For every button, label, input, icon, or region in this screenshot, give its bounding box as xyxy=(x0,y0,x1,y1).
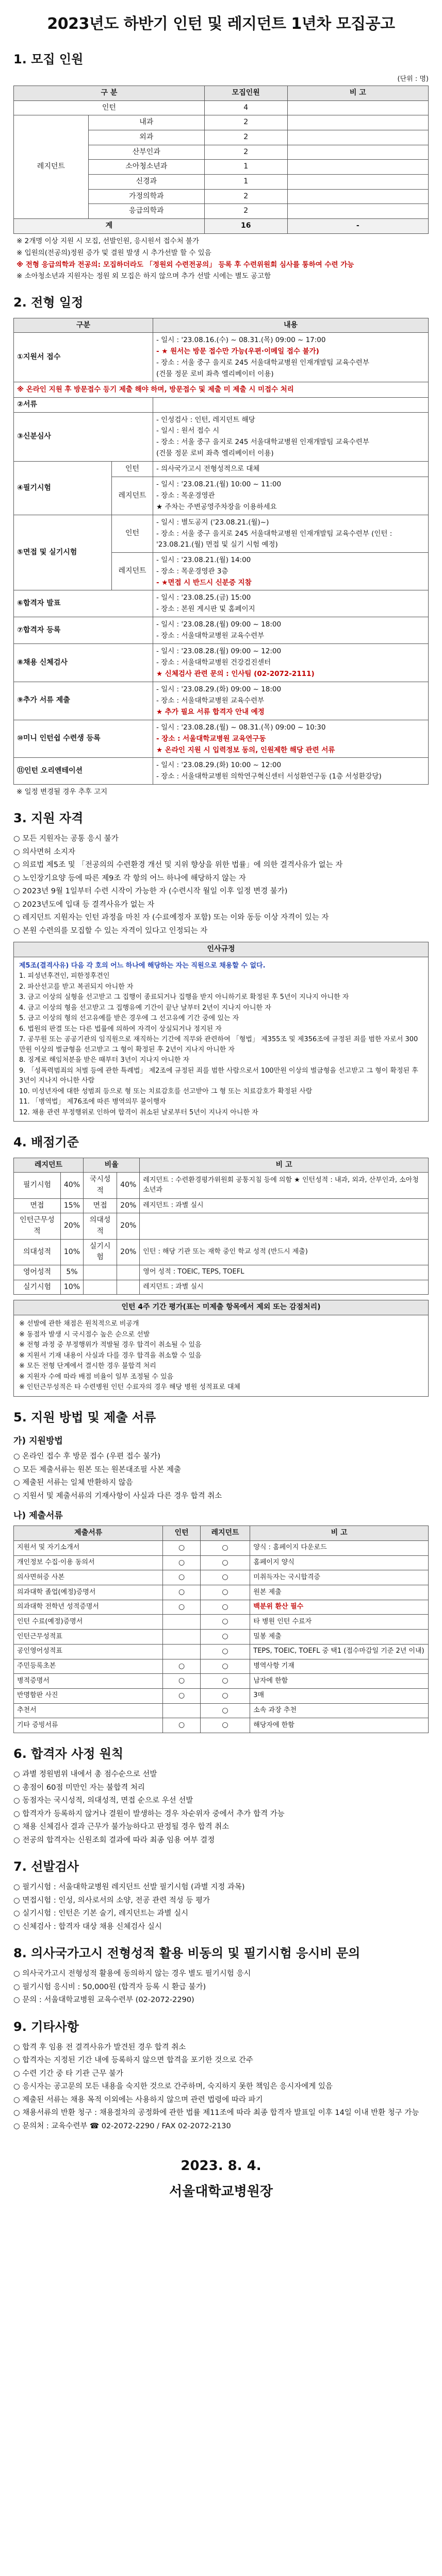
schedule-stage: ②서류 xyxy=(14,397,153,412)
doc-note: 남자에 한함 xyxy=(250,1674,429,1689)
list-item: ○ 문의처 : 교육수련부 ☎ 02-2072-2290 / FAX 02-2072-2130 xyxy=(13,2122,231,2130)
recruit-header-count: 모집인원 xyxy=(204,86,287,100)
doc-name: 주민등록초본 xyxy=(14,1659,163,1674)
regulation-line: 8. 징계로 해임처분을 받은 때부터 3년이 지나지 아니한 자 xyxy=(19,1056,190,1064)
schedule-line: - 의사국가고시 전형성적으로 대체 xyxy=(156,465,260,473)
recruit-dept: 가정의학과 xyxy=(88,189,204,204)
unit-label: (단위 : 명) xyxy=(397,75,429,83)
scoring-cell: 영어성적 xyxy=(14,1265,61,1280)
apply-method-heading: 가) 지원방법 xyxy=(13,1435,63,1446)
scoring-notes xyxy=(14,1315,428,1396)
list-item: ○ 합격자는 지정된 기간 내에 등록하지 않으면 합격을 포기한 것으로 간주 xyxy=(13,2056,253,2065)
recruit-dept: 산부인과 xyxy=(88,145,204,160)
doc-name: 추천서 xyxy=(14,1703,163,1718)
recruit-intern-note xyxy=(287,100,428,115)
recruit-note xyxy=(287,145,428,160)
doc-resident: ○ xyxy=(200,1541,250,1556)
recruit-intern-count: 4 xyxy=(204,100,287,115)
list-item: ○ 합격 후 임용 전 결격사유가 발견된 경우 합격 취소 xyxy=(13,2043,186,2052)
list-item: ○ 과별 정원범위 내에서 총 점수순으로 선발 xyxy=(13,1770,157,1779)
scoring-note: 인턴 : 해당 기관 또는 재학 중인 학교 성적 (반드시 제출) xyxy=(140,1239,429,1265)
recruit-total-label: 계 xyxy=(14,219,205,234)
regulation-line: 2. 파산선고를 받고 복권되지 아니한 자 xyxy=(19,982,134,991)
recruit-notes xyxy=(17,236,429,282)
apply-docs-heading: 나) 제출서류 xyxy=(13,1511,63,1521)
schedule-line: ★ 온라인 지원 시 입력정보 동의, 인원제한 해당 관련 서류 xyxy=(156,745,335,754)
schedule-line: ★ 주차는 주변공영주차장을 이용하세요 xyxy=(156,503,277,512)
table-row xyxy=(14,1688,429,1703)
list-item: ○ 채용 신체검사 결과 근무가 불가능하다고 판정될 경우 합격 취소 xyxy=(13,1823,230,1832)
doc-resident: ○ xyxy=(200,1688,250,1703)
schedule-line: (건물 정문 로비 좌측 엘리베이터 이용) xyxy=(156,370,274,379)
list-item: ○ 지원서 및 제출서류의 기재사항이 사실과 다른 경우 합격 취소 xyxy=(13,1492,222,1500)
apply-method-list xyxy=(13,1451,429,1502)
schedule-table xyxy=(13,318,429,785)
table-row xyxy=(14,1630,429,1645)
recruit-note xyxy=(287,160,428,175)
exam-list xyxy=(13,1882,429,1933)
regulation-line: 제5조(결격사유) 다음 각 호의 어느 하나에 해당하는 자는 직원으로 채용할 수 없다. xyxy=(19,961,266,970)
scoring-cell: 실기시험 xyxy=(14,1280,61,1295)
list-item: ○ 실기시험 : 인턴은 기본 술기, 레지던트는 과별 실시 xyxy=(13,1909,189,1918)
schedule-line: - 일시 : '23.08.21.(월) 10:00 ~ 11:00 xyxy=(156,480,282,489)
schedule-stage: ③신분심사 xyxy=(14,412,153,462)
schedule-stage: ⑨추가 서류 제출 xyxy=(14,682,153,720)
recruit-total-note: - xyxy=(287,219,428,234)
doc-intern: ○ xyxy=(163,1600,200,1615)
schedule-line: - 일시 : '23.08.29.(화) 10:00 ~ 12:00 xyxy=(156,761,282,770)
hr-regulation-box xyxy=(13,942,429,1122)
section-heading-scoring: 4. 배점기준 xyxy=(13,1135,79,1150)
doc-name: 병적증명서 xyxy=(14,1674,163,1689)
doc-name: 지원서 및 자기소개서 xyxy=(14,1541,163,1556)
table-row xyxy=(14,1541,429,1556)
scoring-caption: 인턴 4주 기간 평가(표는 미제출 항목에서 제외 또는 감점처리) xyxy=(14,1300,428,1315)
recruit-total-count: 16 xyxy=(204,219,287,234)
schedule-line: - 일시 : 별도공지 ('23.08.21.(월)~) xyxy=(156,518,269,527)
doc-resident: ○ xyxy=(200,1644,250,1659)
recruit-count: 1 xyxy=(204,174,287,189)
schedule-stage: ⑤면접 및 실기시험 xyxy=(14,515,112,590)
doc-note: 양식 : 홈페이지 다운로드 xyxy=(250,1541,429,1556)
list-item: ○ 본원 수련의를 모집할 수 있는 자격이 있다고 인정되는 자 xyxy=(13,926,208,935)
schedule-line: - ★면접 시 반드시 신분증 지참 xyxy=(156,578,252,587)
schedule-line: - 일시 : '23.08.28.(월) 09:00 ~ 18:00 xyxy=(156,620,282,629)
recruit-note-line: ※ 전형 응급의학과 전공의: 모집하더라도 「정원외 수련전공의」 등록 후 수련위원회 심사를 통하여 수련 가능 xyxy=(17,260,354,269)
schedule-stage: ⑥합격자 발표 xyxy=(14,590,153,617)
recruit-header-note: 비 고 xyxy=(287,86,428,100)
recruit-intern-label: 인턴 xyxy=(14,100,205,115)
recruit-count: 2 xyxy=(204,204,287,219)
scoring-header: 비율 xyxy=(84,1158,140,1173)
schedule-stage: ⑦합격자 등록 xyxy=(14,617,153,644)
table-row xyxy=(14,1585,429,1600)
list-item: ○ 의사국가고시 전형성적 활용에 동의하지 않는 경우 별도 필기시험 응시 xyxy=(13,1970,251,1978)
table-row xyxy=(14,1659,429,1674)
recruit-count: 2 xyxy=(204,115,287,130)
doc-intern: ○ xyxy=(163,1659,200,1674)
scoring-cell: 5% xyxy=(60,1265,83,1280)
schedule-content xyxy=(153,412,429,462)
schedule-line: - 인성검사 : 인턴, 레지던트 해당 xyxy=(156,415,255,424)
doc-intern: ○ xyxy=(163,1674,200,1689)
schedule-content xyxy=(153,397,429,412)
doc-intern xyxy=(163,1630,200,1645)
table-row xyxy=(14,1718,429,1733)
scoring-notes-box xyxy=(13,1300,429,1396)
hr-regulation-title: 인사규정 xyxy=(14,942,428,957)
table-row xyxy=(14,1555,429,1570)
scoring-note-line: ※ 모든 전형 단계에서 결시한 경우 불합격 처리 xyxy=(19,1362,156,1370)
recruit-note xyxy=(287,189,428,204)
list-item: ○ 필기시험 : 서울대학교병원 레지던트 선발 필기시험 (과별 지정 과목) xyxy=(13,1883,245,1892)
schedule-line: (건물 정문 로비 좌측 엘리베이터 이용) xyxy=(156,449,274,458)
schedule-stage: ⑪인턴 오리엔테이션 xyxy=(14,758,153,785)
doc-resident: ○ xyxy=(200,1570,250,1585)
list-item: ○ 모든 제출서류는 원본 또는 원본대조필 사본 제출 xyxy=(13,1465,182,1474)
doc-note: 원본 제출 xyxy=(250,1585,429,1600)
docs-header: 제출서류 xyxy=(14,1526,163,1541)
page-title: 2023년도 하반기 인턴 및 레지던트 1년차 모집공고 xyxy=(47,15,395,33)
section-heading-schedule: 2. 전형 일정 xyxy=(13,295,84,310)
schedule-line: - 일시 : '23.08.28.(월) ~ 08.31.(목) 09:00 ~ 10:30 xyxy=(156,723,326,732)
regulation-line: 9. 「성폭력범죄의 처벌 등에 관한 특례법」 제2조에 규정된 죄를 범한 사람으로서 100만원 이상의 벌금형을 선고받고 그 형이 확정된 후 3년이 지나지 아니한 사람 xyxy=(19,1066,418,1085)
doc-intern: ○ xyxy=(163,1688,200,1703)
schedule-sub-label: 인턴 xyxy=(112,462,153,477)
section-heading-national-exam: 8. 의사국가고시 전형성적 활용 비동의 및 필기시험 응시비 문의 xyxy=(13,1946,361,1961)
doc-name: 개인정보 수집·이용 동의서 xyxy=(14,1555,163,1570)
doc-resident: ○ xyxy=(200,1674,250,1689)
schedule-line: - 일시 : '23.08.25.(금) 15:00 xyxy=(156,594,251,602)
section-heading-apply: 5. 지원 방법 및 제출 서류 xyxy=(13,1410,156,1425)
schedule-line: ※ 온라인 지원 후 방문접수 등기 제출 해야 하며, 방문접수 및 제출 미 제출 시 미접수 처리 xyxy=(17,385,294,394)
scoring-note-line: ※ 인턴근무성적은 타 수련병원 인턴 수료자의 경우 해당 병원 성적표로 대체 xyxy=(19,1383,240,1392)
scoring-cell: 의대성적 xyxy=(14,1239,61,1265)
schedule-line: ★ 신체검사 관련 문의 : 인사팀 (02-2072-2111) xyxy=(156,670,315,678)
list-item: ○ 온라인 접수 후 방문 접수 (우편 접수 불가) xyxy=(13,1452,160,1461)
scoring-cell: 20% xyxy=(117,1239,140,1265)
recruit-note xyxy=(287,204,428,219)
list-item: ○ 모든 지원자는 공통 응시 불가 xyxy=(13,835,119,843)
regulation-line: 7. 공무원 또는 공공기관의 임직원으로 재직하는 기간에 직무와 관련하여 「형법」 제355조 및 제356조에 규정된 죄를 범한 자로서 300만원 이상의 벌금형을 선고받고 그 형이 확정된 후 2년이 지나지 아니한 자 xyxy=(19,1036,418,1054)
schedule-line: - 장소 : 서울대학교병원 의학연구혁신센터 서성환연구동 (1층 서성환강당) xyxy=(156,772,382,781)
recruit-dept: 신경과 xyxy=(88,174,204,189)
regulation-line: 12. 채용 관련 부정행위로 인하여 합격이 취소된 날로부터 5년이 지나지 아니한 자 xyxy=(19,1108,258,1116)
schedule-warning xyxy=(14,382,429,397)
scoring-note xyxy=(140,1213,429,1239)
doc-name: 의사면허증 사본 xyxy=(14,1570,163,1585)
scoring-note-line: ※ 지원서 기재 내용이 사실과 다를 경우 합격을 취소할 수 있음 xyxy=(19,1351,202,1360)
doc-intern: ○ xyxy=(163,1541,200,1556)
list-item: ○ 레지던트 지원자는 인턴 과정을 마친 자 (수료예정자 포함) 또는 이와 동등 이상 자격이 있는 자 xyxy=(13,913,329,922)
doc-note: 타 병원 인턴 수료자 xyxy=(250,1615,429,1630)
doc-note: TEPS, TOEIC, TOEFL 중 택1 (접수마감일 기준 2년 이내) xyxy=(250,1644,429,1659)
regulation-line: 1. 피성년후견인, 피한정후견인 xyxy=(19,972,110,980)
scoring-cell: 의대성적 xyxy=(84,1213,117,1239)
doc-note: 홈페이지 양식 xyxy=(250,1555,429,1570)
scoring-cell: 20% xyxy=(117,1198,140,1213)
schedule-stage: ①지원서 접수 xyxy=(14,333,153,382)
principles-list xyxy=(13,1769,429,1846)
docs-header: 비 고 xyxy=(250,1526,429,1541)
schedule-content xyxy=(153,720,429,758)
doc-note: 해당자에 한함 xyxy=(250,1718,429,1733)
recruit-count: 2 xyxy=(204,145,287,160)
issuer-name: 서울대학교병원장 xyxy=(169,2184,273,2200)
doc-intern: ○ xyxy=(163,1555,200,1570)
schedule-line: - 장소 : 서울대학교병원 교육연구동 xyxy=(156,734,266,743)
doc-intern: ○ xyxy=(163,1585,200,1600)
schedule-content xyxy=(153,758,429,785)
recruit-dept: 내과 xyxy=(88,115,204,130)
recruit-dept: 소아청소년과 xyxy=(88,160,204,175)
doc-intern xyxy=(163,1703,200,1718)
schedule-stage: ⑧채용 신체검사 xyxy=(14,644,153,682)
list-item: ○ 노인장기요양 등에 따른 제9조 각 항의 어느 하나에 해당하지 않는 자 xyxy=(13,874,246,883)
doc-intern: ○ xyxy=(163,1570,200,1585)
schedule-line: - 일시 : '23.08.21.(월) 14:00 xyxy=(156,555,251,564)
doc-name: 인턴근무성적표 xyxy=(14,1630,163,1645)
schedule-footnote: ※ 일정 변경될 경우 추후 고지 xyxy=(17,788,108,796)
recruit-resident-label: 레지던트 xyxy=(14,115,89,219)
doc-note: 소속 과장 추천 xyxy=(250,1703,429,1718)
list-item: ○ 2023년 9월 1일부터 수련 시작이 가능한 자 (수련시작 월일 이후 일정 변경 불가) xyxy=(13,887,288,896)
list-item: ○ 문의 : 서울대학교병원 교육수련부 (02-2072-2290) xyxy=(13,1996,194,2005)
doc-resident: ○ xyxy=(200,1615,250,1630)
list-item: ○ 제출된 서류는 채용 목적 이외에는 사용하지 않으며 관련 법령에 따라 파기 xyxy=(13,2095,263,2104)
scoring-cell: 10% xyxy=(60,1239,83,1265)
scoring-cell: 10% xyxy=(60,1280,83,1295)
scoring-note: 영어 성적 : TOEIC, TEPS, TOEFL xyxy=(140,1265,429,1280)
regulation-line: 4. 금고 이상의 형을 선고받고 그 집행유예 기간이 끝난 날부터 2년이 지나지 아니한 자 xyxy=(19,1004,271,1012)
recruit-note-line: ※ 2개명 이상 지원 시 모집, 선발인원, 응시원서 접수처 불가 xyxy=(17,236,200,245)
schedule-line: - 장소 : 목운경영관 3층 xyxy=(156,567,228,575)
table-row xyxy=(14,1570,429,1585)
doc-resident: ○ xyxy=(200,1630,250,1645)
recruit-note-line: ※ 소아청소년과 지원자는 정원 외 모집은 하지 않으며 추가 선발 시에는 별도 공고함 xyxy=(17,272,271,281)
scoring-table xyxy=(13,1158,429,1295)
section-heading-recruit: 1. 모집 인원 xyxy=(13,52,84,66)
scoring-note: 레지던트 : 과별 실시 xyxy=(140,1280,429,1295)
list-item: ○ 전공의 합격자는 신원조회 결과에 따라 최종 임용 여부 결정 xyxy=(13,1836,215,1844)
recruit-header-category: 구 분 xyxy=(14,86,205,100)
scoring-note: 레지던트 : 과별 실시 xyxy=(140,1198,429,1213)
list-item: ○ 필기시험 응시비 : 50,000원 (합격자 등록 시 환급 불가) xyxy=(13,1982,206,1991)
list-item: ○ 합격자가 등록하지 않거나 결원이 발생하는 경우 차순위자 중에서 추가 합격 가능 xyxy=(13,1809,285,1818)
table-row xyxy=(14,1703,429,1718)
section-heading-exam: 7. 선발검사 xyxy=(13,1859,79,1874)
scoring-note: 레지던트 : 수련환경평가위원회 공통지침 등에 의함 ★ 인턴성적 : 내과, 외과, 산부인과, 소아청소년과 xyxy=(140,1173,429,1198)
scoring-note-line: ※ 지원자 수에 따라 배점 비율이 일부 조정될 수 있음 xyxy=(19,1372,174,1381)
list-item: ○ 의사면허 소지자 xyxy=(13,848,75,856)
list-item: ○ 동점자는 국시성적, 의대성적, 면접 순으로 우선 선발 xyxy=(13,1797,193,1805)
doc-intern: ○ xyxy=(163,1718,200,1733)
schedule-header-stage: 구분 xyxy=(14,318,153,333)
list-item: ○ 제출된 서류는 일체 반환하지 않음 xyxy=(13,1479,133,1487)
table-row xyxy=(14,1615,429,1630)
regulation-line: 5. 금고 이상의 형의 선고유예를 받은 경우에 그 선고유예 기간 중에 있는 자 xyxy=(19,1014,239,1023)
list-item: ○ 면접시험 : 인성, 의사로서의 소양, 전공 관련 적성 등 평가 xyxy=(13,1896,210,1905)
schedule-line: - 장소 : 서울 중구 을지로 245 서울대학교병원 인재개발팀 교육수련부 xyxy=(156,359,369,367)
table-row xyxy=(14,1674,429,1689)
recruit-note-line: ※ 입원의(전공의)정원 증가 및 결원 발생 시 추가선발 할 수 있음 xyxy=(17,248,211,257)
schedule-line: - 일시 : '23.08.29.(화) 09:00 ~ 18:00 xyxy=(156,685,282,693)
recruit-note xyxy=(287,174,428,189)
schedule-content xyxy=(153,462,429,477)
schedule-content xyxy=(153,515,429,552)
doc-resident: ○ xyxy=(200,1600,250,1615)
doc-note: 밀봉 제출 xyxy=(250,1630,429,1645)
schedule-line: - 장소 : 서울대학교병원 교육수련부 xyxy=(156,632,265,640)
list-item: ○ 수련 기간 중 타 기관 근무 불가 xyxy=(13,2069,123,2078)
schedule-sub-label: 레지던트 xyxy=(112,477,153,515)
recruit-count: 2 xyxy=(204,130,287,145)
recruit-count: 1 xyxy=(204,160,287,175)
eligibility-list xyxy=(13,833,429,937)
recruit-count: 2 xyxy=(204,189,287,204)
list-item: ○ 2023년도에 입대 등 결격사유가 없는 자 xyxy=(13,900,155,909)
scoring-cell: 필기시험 xyxy=(14,1173,61,1198)
scoring-cell xyxy=(117,1280,140,1295)
scoring-cell: 국시성적 xyxy=(84,1173,117,1198)
schedule-stage: ④필기시험 xyxy=(14,462,112,515)
national-exam-list xyxy=(13,1968,429,2006)
doc-note: 병역사항 기재 xyxy=(250,1659,429,1674)
schedule-content xyxy=(153,644,429,682)
table-row xyxy=(14,1644,429,1659)
doc-note: 미취득자는 국시합격증 xyxy=(250,1570,429,1585)
scoring-cell xyxy=(84,1280,117,1295)
scoring-note-line: ※ 선발에 관한 채점은 원칙적으로 비공개 xyxy=(19,1320,139,1328)
schedule-line: - 장소 : 서울대학교병원 건강검진센터 xyxy=(156,658,271,667)
scoring-cell: 20% xyxy=(60,1213,83,1239)
schedule-stage: ⑩미니 인턴쉽 수련생 등록 xyxy=(14,720,153,758)
docs-header: 레지던트 xyxy=(200,1526,250,1541)
recruit-dept: 응급의학과 xyxy=(88,204,204,219)
doc-name: 의과대학 전학년 성적증명서 xyxy=(14,1600,163,1615)
scoring-cell: 면접 xyxy=(14,1198,61,1213)
schedule-line: - 장소 : 서울대학교병원 교육수련부 xyxy=(156,696,265,705)
regulation-line: 6. 법원의 판결 또는 다른 법률에 의하여 자격이 상실되거나 정지된 자 xyxy=(19,1025,222,1033)
recruit-table xyxy=(13,86,429,234)
regulation-line: 11. 「병역법」 제76조에 따른 병역의무 불이행자 xyxy=(19,1098,166,1106)
schedule-line: - 장소 : 서울 중구 을지로 245 서울대학교병원 인재개발팀 교육수련부 (인턴 : '23.08.21.(월) 면접 및 실기 시험 예정) xyxy=(156,529,392,549)
list-item: ○ 총점이 60점 미만인 자는 불합격 처리 xyxy=(13,1783,145,1792)
list-item: ○ 신체검사 : 합격자 대상 채용 신체검사 실시 xyxy=(13,1922,162,1931)
schedule-line: - 장소 : 목운경영관 xyxy=(156,492,215,500)
schedule-line: - 일시 : 원서 접수 시 xyxy=(156,427,220,435)
docs-header: 인턴 xyxy=(163,1526,200,1541)
regulation-line: 10. 미성년자에 대한 성범죄 등으로 형 또는 치료감호를 선고받아 그 형 또는 치료감호가 확정된 사람 xyxy=(19,1087,313,1095)
doc-resident: ○ xyxy=(200,1555,250,1570)
recruit-note xyxy=(287,115,428,130)
scoring-cell: 실기시험 xyxy=(84,1239,117,1265)
section-heading-principles: 6. 합격자 사정 원칙 xyxy=(13,1746,124,1761)
doc-resident: ○ xyxy=(200,1659,250,1674)
scoring-cell: 20% xyxy=(117,1213,140,1239)
doc-name: 기타 증빙서류 xyxy=(14,1718,163,1733)
schedule-sub-label: 인턴 xyxy=(112,515,153,552)
section-heading-etc: 9. 기타사항 xyxy=(13,2019,79,2034)
documents-table xyxy=(13,1526,429,1733)
schedule-line: - 장소 : 서울 중구 을지로 245 서울대학교병원 인재개발팀 교육수련부 xyxy=(156,438,369,447)
hr-regulation-body xyxy=(14,957,428,1122)
etc-list xyxy=(13,2042,429,2132)
scoring-note-line: ※ 동점자 발생 시 국시점수 높은 순으로 선발 xyxy=(19,1330,150,1338)
doc-intern xyxy=(163,1615,200,1630)
schedule-content xyxy=(153,477,429,515)
schedule-line: - ★ 원서는 방문 접수만 가능(우편·이메일 접수 불가) xyxy=(156,347,319,356)
scoring-cell: 인턴근무성적 xyxy=(14,1213,61,1239)
schedule-content xyxy=(153,590,429,617)
doc-intern xyxy=(163,1644,200,1659)
schedule-header-content: 내용 xyxy=(153,318,429,333)
scoring-cell xyxy=(84,1265,117,1280)
regulation-line: 3. 금고 이상의 실형을 선고받고 그 집행이 종료되거나 집행을 받지 아니하기로 확정된 후 5년이 지나지 아니한 자 xyxy=(19,993,349,1002)
scoring-cell: 면접 xyxy=(84,1198,117,1213)
schedule-line: - 일시 : '23.08.28.(월) 09:00 ~ 12:00 xyxy=(156,647,282,656)
list-item: ○ 응시자는 공고문의 모든 내용을 숙지한 것으로 간주하며, 숙지하지 못한 책임은 응시자에게 있음 xyxy=(13,2082,333,2091)
schedule-line: - 일시 : '23.08.16.(수) ~ 08.31.(목) 09:00 ~ 17:00 xyxy=(156,336,326,345)
scoring-cell: 40% xyxy=(117,1173,140,1198)
scoring-header: 레지던트 xyxy=(14,1158,84,1173)
scoring-cell: 40% xyxy=(60,1173,83,1198)
doc-resident: ○ xyxy=(200,1718,250,1733)
schedule-line: ★ 추가 필요 서류 합격자 안내 예정 xyxy=(156,707,265,716)
schedule-content xyxy=(153,682,429,720)
schedule-content xyxy=(153,552,429,590)
doc-resident: ○ xyxy=(200,1703,250,1718)
doc-note: 백분위 환산 필수 xyxy=(250,1600,429,1615)
notice-date: 2023. 8. 4. xyxy=(181,2158,261,2174)
recruit-dept: 외과 xyxy=(88,130,204,145)
scoring-cell: 15% xyxy=(60,1198,83,1213)
doc-name: 공인영어성적표 xyxy=(14,1644,163,1659)
schedule-sub-label: 레지던트 xyxy=(112,552,153,590)
scoring-note-line: ※ 전형 과정 중 부정행위가 적발될 경우 합격이 취소될 수 있음 xyxy=(19,1341,202,1349)
doc-name: 반명함판 사진 xyxy=(14,1688,163,1703)
recruit-note xyxy=(287,130,428,145)
schedule-content xyxy=(153,617,429,644)
schedule-line: - 장소 : 본원 게시판 및 홈페이지 xyxy=(156,605,255,614)
table-row xyxy=(14,1600,429,1615)
section-heading-eligibility: 3. 지원 자격 xyxy=(13,811,84,826)
doc-name: 인턴 수료(예정)증명서 xyxy=(14,1615,163,1630)
doc-name: 의과대학 졸업(예정)증명서 xyxy=(14,1585,163,1600)
doc-note: 3매 xyxy=(250,1688,429,1703)
scoring-cell xyxy=(117,1265,140,1280)
doc-resident: ○ xyxy=(200,1585,250,1600)
scoring-header: 비 고 xyxy=(140,1158,429,1173)
list-item: ○ 채용서류의 반환 청구 : 채용절차의 공정화에 관한 법률 제11조에 따라 최종 합격자 발표일 이후 14일 이내 반환 청구 가능 xyxy=(13,2109,419,2117)
schedule-content xyxy=(153,333,429,382)
list-item: ○ 의료법 제5조 및 「전공의의 수련환경 개선 및 지위 향상을 위한 법률」에 의한 결격사유가 없는 자 xyxy=(13,861,343,870)
